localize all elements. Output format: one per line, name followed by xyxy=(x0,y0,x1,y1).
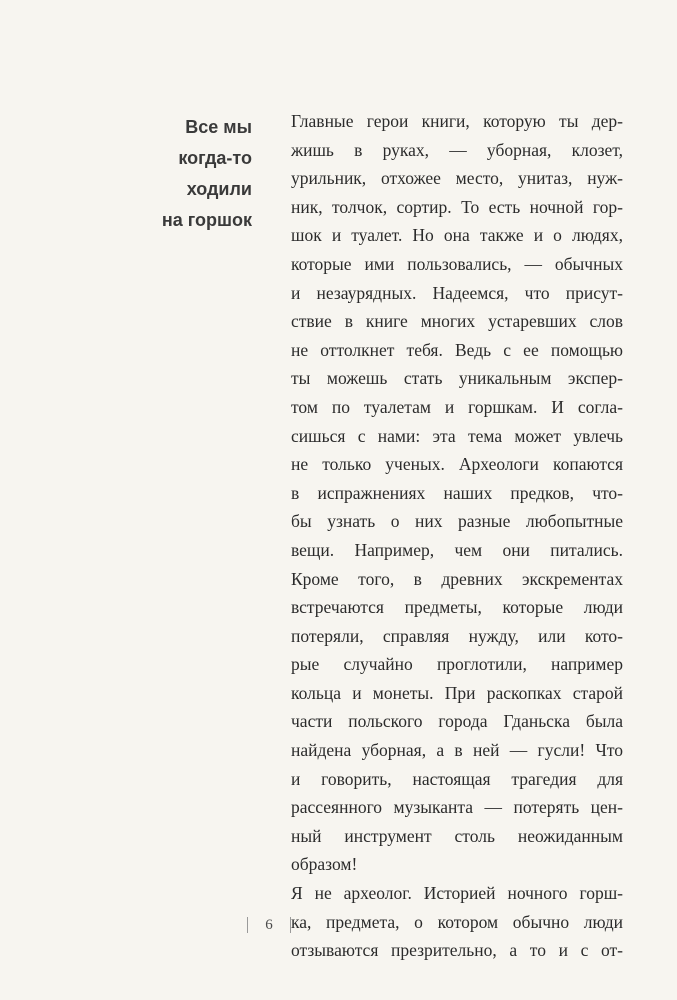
page-number-value: 6 xyxy=(265,917,273,933)
text-line: том по туалетам и горшкам. И согла- xyxy=(291,396,623,417)
text-line: рассеянного музыканта — потерять цен- xyxy=(291,797,623,818)
heading-line: Все мы xyxy=(185,117,252,137)
text-line: ник, толчок, сортир. То есть ночной гор- xyxy=(291,196,623,217)
page-number xyxy=(243,914,295,936)
chapter-heading xyxy=(150,112,252,236)
text-line: потеряли, справляя нужду, или кото- xyxy=(291,625,623,646)
text-line: в испражнениях наших предков, что- xyxy=(291,482,623,503)
page-number-divider xyxy=(247,917,248,933)
text-line: не оттолкнет тебя. Ведь с ее помощью xyxy=(291,339,623,360)
text-line: части польского города Гданьска была xyxy=(291,711,623,732)
text-line: отзываются презрительно, а то и с от- xyxy=(291,940,623,961)
text-line: Главные герои книги, которую ты дер- xyxy=(291,111,623,131)
text-line: найдена уборная, а в ней — гусли! Что xyxy=(291,740,623,761)
text-line: бы узнать о них разные любопытные xyxy=(291,511,623,532)
text-line: ствие в книге многих устаревших слов xyxy=(291,311,623,332)
text-line: шок и туалет. Но она также и о людях, xyxy=(291,225,623,246)
heading-line: на горшок xyxy=(161,210,252,230)
text-line: жишь в руках, — уборная, клозет, xyxy=(291,139,623,160)
text-line: встречаются предметы, которые люди xyxy=(291,597,623,618)
heading-line: когда-то xyxy=(178,148,252,168)
page-number-divider xyxy=(290,917,291,933)
body-paragraphs xyxy=(291,107,623,965)
text-line: Кроме того, в древних экскрементах xyxy=(291,568,623,589)
text-line: сишься с нами: эта тема может увлечь xyxy=(291,425,623,446)
heading-line: ходили xyxy=(186,179,252,199)
text-line: образом! xyxy=(291,854,358,875)
text-line: кольца и монеты. При раскопках старой xyxy=(291,682,623,703)
text-line: вещи. Например, чем они питались. xyxy=(291,539,623,560)
text-line: Я не археолог. Историей ночного горш- xyxy=(291,883,623,904)
text-line: которые ими пользовались, — обычных xyxy=(291,253,623,274)
text-line: ный инструмент столь неожиданным xyxy=(291,825,623,846)
text-line: не только ученых. Археологи копаются xyxy=(291,454,623,475)
text-line: рые случайно проглотили, например xyxy=(291,654,623,675)
text-line: урильник, отхожее место, унитаз, нуж- xyxy=(291,168,623,189)
text-line: ты можешь стать уникальным экспер- xyxy=(291,368,623,389)
text-line: и незаурядных. Надеемся, что присут- xyxy=(291,282,623,303)
text-line: ка, предмета, о котором обычно люди xyxy=(291,911,623,932)
text-line: и говорить, настоящая трагедия для xyxy=(291,768,623,789)
